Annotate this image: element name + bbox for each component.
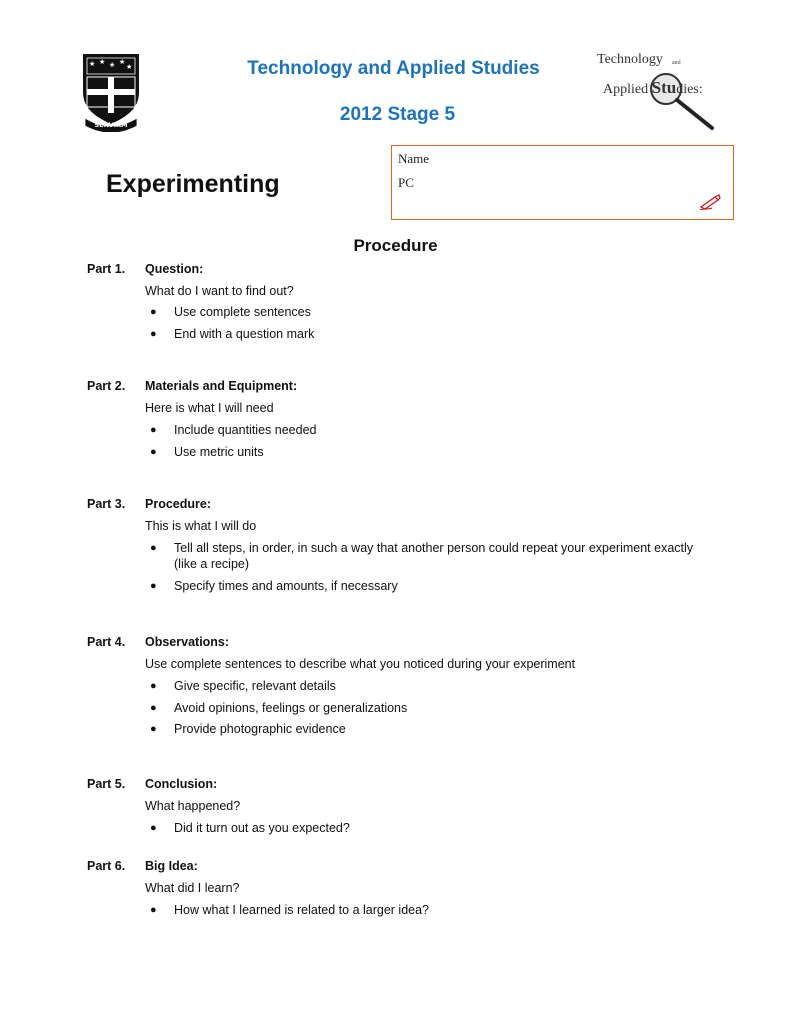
part-number: Part 2. bbox=[87, 379, 126, 393]
logo-line2: Applied Studies: bbox=[603, 78, 703, 97]
list-item: ● End with a question mark bbox=[150, 326, 315, 341]
part-number: Part 1. bbox=[87, 262, 126, 276]
bullet-list bbox=[145, 820, 705, 842]
logo-line1: Technology bbox=[597, 52, 663, 67]
part-description: What did I learn? bbox=[145, 881, 240, 895]
part-heading: Procedure: bbox=[145, 497, 211, 511]
bullet-list bbox=[145, 902, 705, 924]
list-item: ● Specify times and amounts, if necessary bbox=[150, 578, 398, 593]
svg-text:★: ★ bbox=[119, 58, 126, 66]
document-title: Technology and Applied Studies bbox=[247, 58, 540, 79]
name-label: Name bbox=[398, 151, 430, 166]
writing-hand-icon bbox=[699, 193, 723, 211]
list-item: ● Use complete sentences bbox=[150, 305, 311, 319]
part-description: Use complete sentences to describe what you noticed during your experiment bbox=[145, 657, 576, 671]
part-description: This is what I will do bbox=[145, 519, 257, 533]
logo-and: and bbox=[672, 60, 681, 66]
list-item: ● Did it turn out as you expected? bbox=[150, 821, 350, 835]
list-item: ● Use metric units bbox=[150, 444, 264, 459]
bullet-list bbox=[145, 304, 705, 347]
pc-label: PC bbox=[398, 175, 414, 190]
part-number: Part 4. bbox=[87, 635, 126, 649]
bullet-list bbox=[145, 422, 705, 465]
svg-text:★: ★ bbox=[89, 60, 96, 68]
tas-logo bbox=[592, 50, 732, 130]
bullet-list bbox=[145, 540, 705, 599]
part-heading: Big Idea: bbox=[145, 859, 198, 873]
part-heading: Conclusion: bbox=[145, 777, 218, 791]
part-description: What happened? bbox=[145, 799, 241, 813]
section-title: Procedure bbox=[353, 236, 438, 255]
list-item: ● Include quantities needed bbox=[150, 423, 317, 437]
part-description: What do I want to find out? bbox=[145, 284, 294, 298]
list-item: ● Tell all steps, in order, in such a way that another person could repeat your experiment exactly (like a recipe) bbox=[150, 541, 694, 571]
list-item: ● How what I learned is related to a larger idea? bbox=[150, 903, 430, 917]
bullet-list bbox=[145, 678, 705, 743]
list-item: ● Give specific, relevant details bbox=[150, 679, 336, 693]
page-title: Experimenting bbox=[106, 170, 280, 198]
document-subtitle: 2012 Stage 5 bbox=[339, 104, 456, 125]
part-heading: Observations: bbox=[145, 635, 230, 649]
list-item: ● Provide photographic evidence bbox=[150, 722, 346, 736]
svg-text:★: ★ bbox=[109, 61, 116, 69]
part-description: Here is what I will need bbox=[145, 401, 274, 415]
svg-text:★: ★ bbox=[99, 58, 106, 66]
part-number: Part 5. bbox=[87, 777, 126, 791]
part-number: Part 6. bbox=[87, 859, 126, 873]
name-box bbox=[391, 145, 734, 220]
list-item: ● Avoid opinions, feelings or generalizations bbox=[150, 700, 408, 715]
part-number: Part 3. bbox=[87, 497, 126, 511]
part-heading: Materials and Equipment: bbox=[145, 379, 298, 393]
svg-text:★: ★ bbox=[126, 63, 133, 71]
crest-motto: SERVIAM bbox=[94, 121, 128, 129]
part-heading: Question: bbox=[145, 262, 204, 276]
